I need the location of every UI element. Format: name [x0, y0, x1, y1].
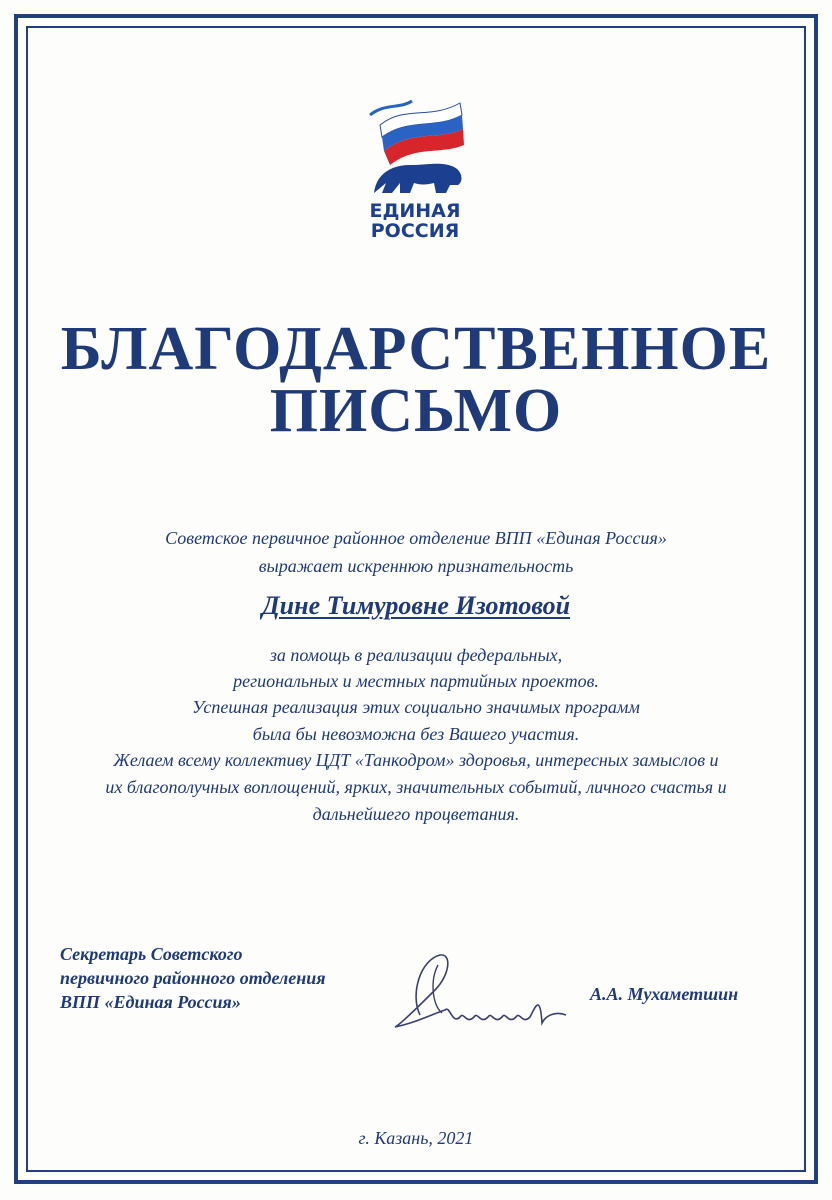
signatory-name: А.А. Мухаметшин — [590, 984, 739, 1004]
body-line-6: их благополучных воплощений, ярких, значительных событий, личного счастья и — [105, 777, 727, 797]
logo-text-line2: РОССИЯ — [370, 220, 460, 242]
body-line-2: региональных и местных партийных проектов. — [233, 671, 599, 691]
body-line-1: за помощь в реализации федеральных, — [269, 645, 563, 665]
signatory-position-line1: Секретарь Советского — [60, 944, 243, 964]
document-title-line1: БЛАГОДАРСТВЕННОЕ — [60, 315, 772, 383]
bear-flag-icon — [350, 95, 480, 245]
place-and-date: г. Казань, 2021 — [358, 1128, 474, 1148]
signatory-position — [60, 942, 326, 1014]
handwritten-signature — [390, 945, 590, 1040]
body-line-5: Желаем всему коллективу ЦДТ «Танкодром» здоровья, интересных замыслов и — [113, 750, 719, 770]
logo-text-line1: ЕДИНАЯ — [369, 200, 461, 222]
recipient-name-text: Дине Тимуровне Изотовой — [261, 591, 571, 620]
body-line-4: была бы невозможна без Вашего участия. — [252, 724, 580, 744]
signatory-position-line3: ВПП «Единая Россия» — [60, 992, 241, 1012]
body-line-3: Успешная реализация этих социально значимых программ — [192, 697, 640, 717]
signatory-position-line2: первичного районного отделения — [60, 968, 326, 988]
document-title-line2: ПИСЬМО — [269, 377, 563, 445]
united-russia-logo — [350, 95, 480, 245]
intro-line-2: выражает искреннюю признательность — [258, 556, 574, 576]
intro-line-1: Советское первичное районное отделение ВПП «Единая Россия» — [165, 528, 667, 548]
body-line-7: дальнейшего процветания. — [312, 804, 520, 824]
recipient-name — [40, 591, 792, 621]
